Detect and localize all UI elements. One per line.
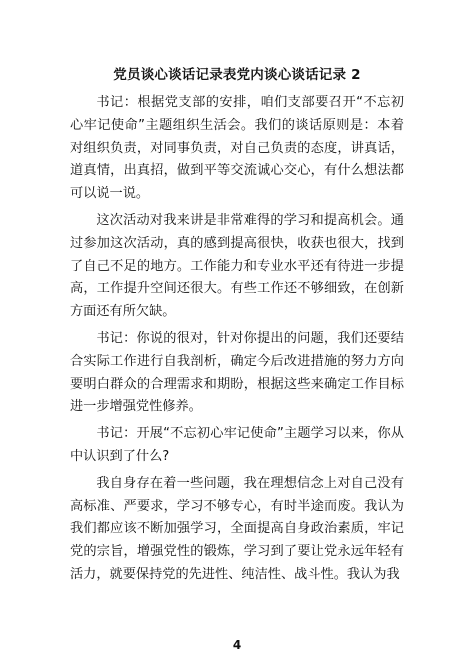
page-number: 4 <box>232 638 242 652</box>
paragraph-1: 书记：根据党支部的安排，咱们支部要召开“不忘初心牢记使命”主题组织生活会。我们的谈话原则是：本着对组织负责，对同事负责，对自己负责的态度，讲真话，道真情，出真招，做到平等交流诚心交心，有什么想法都可以说一说。 <box>70 95 404 202</box>
paragraph-5: 我自身存在着一些问题，我在理想信念上对自己没有高标准、严要求，学习不够专心，有时半途而废。我认为我们都应该不断加强学习，全面提高自身政治素质，牢记党的宗旨，增强党性的锻炼，学习到了要让党永远年轻有活力，就要保持党的先进性、纯洁性、战斗性。我认为我 <box>70 475 404 582</box>
paragraph-4: 书记：开展“不忘初心牢记使命”主题学习以来，你从中认识到了什么? <box>70 426 404 464</box>
paragraph-2: 这次活动对我来讲是非常难得的学习和提高机会。通过参加这次活动，真的感到提高很快，收获也很大，找到了自己不足的地方。工作能力和专业水平还有待进一步提高，工作提升空间还很大。有些工作还不够细致，在创新方面还有所欠缺。 <box>70 212 404 320</box>
document-title: 党员谈心谈话记录表党内谈心谈话记录 2 <box>113 67 361 83</box>
paragraph-3: 书记：你说的很对，针对你提出的问题，我们还要结合实际工作进行自我剖析，确定今后改进措施的努力方向要明白群众的合理需求和期盼，根据这些来确定工作目标进一步增强党性修养。 <box>70 330 404 415</box>
